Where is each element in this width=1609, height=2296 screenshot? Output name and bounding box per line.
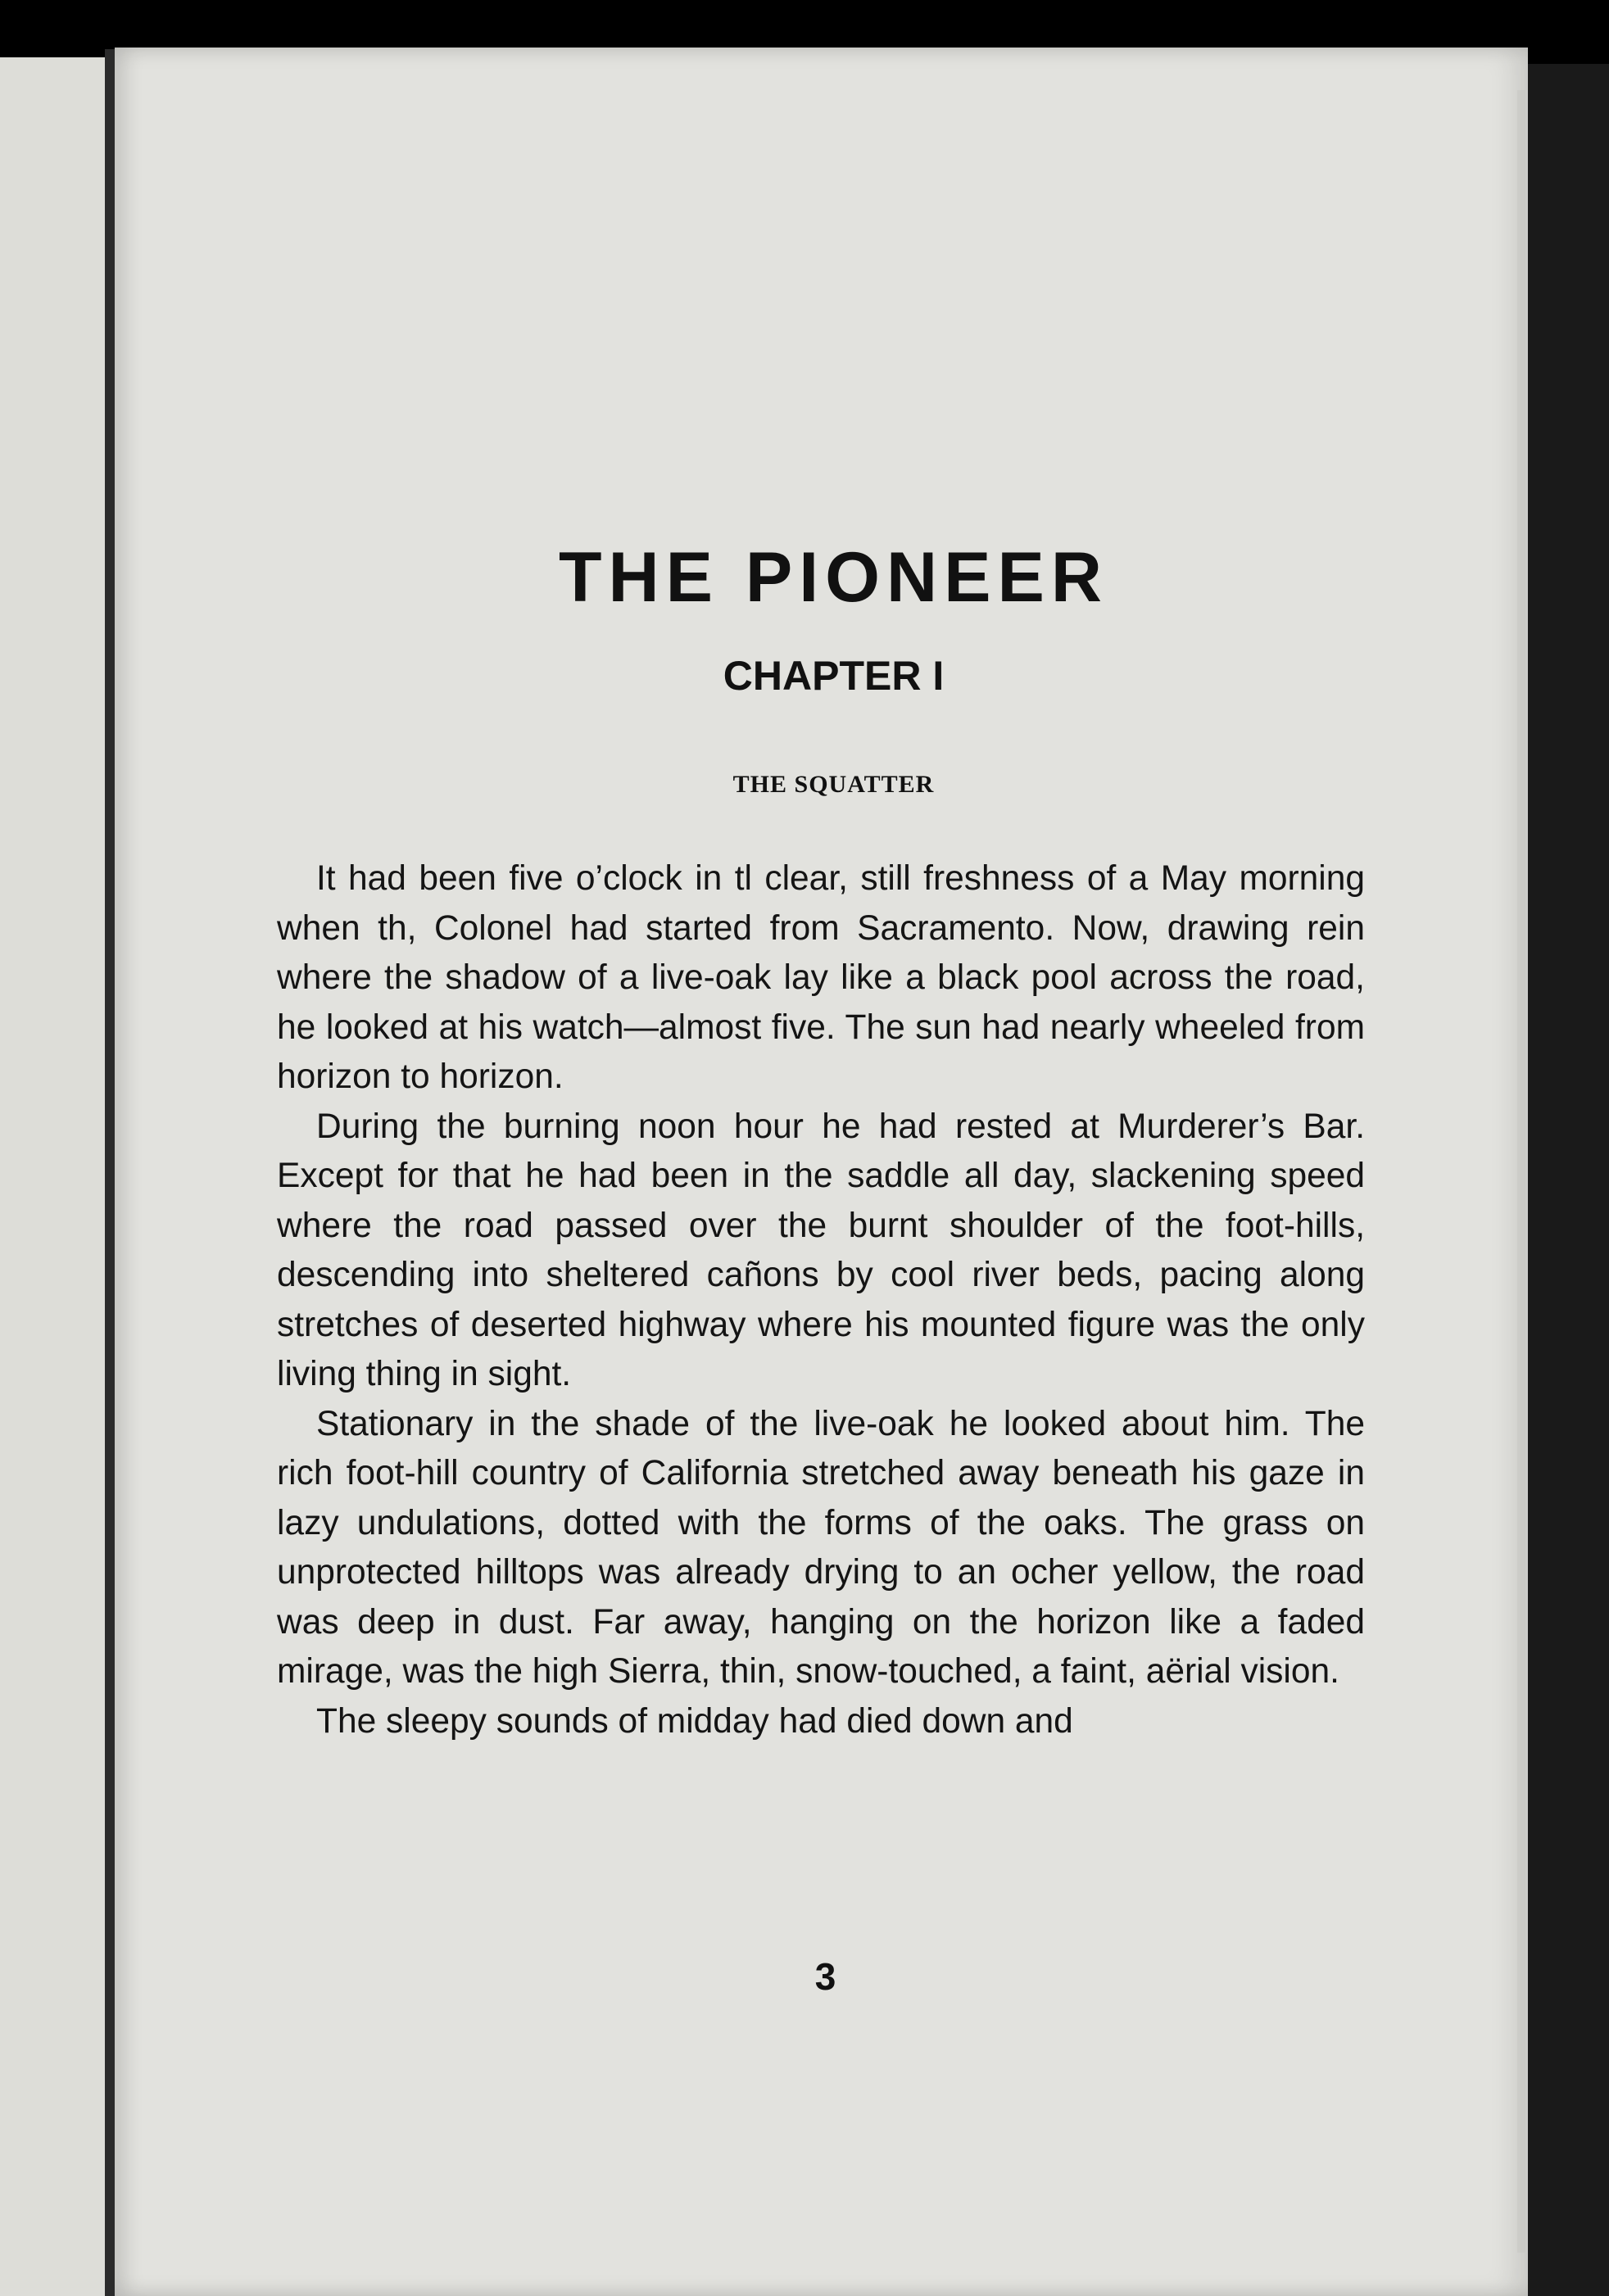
book-title: THE PIONEER bbox=[559, 538, 1108, 617]
page-edge-highlight bbox=[1517, 90, 1525, 2253]
paragraph: During the burning noon hour he had rested at Murderer’s Bar. Except for that he had been in the saddle all day, slackening speed where the road passed over the burnt shoulder of the foot-hills, descending into sheltered cañons by cool river beds, pacing along stretches of deserted highway where his mounted figure was the only living thing in sight. bbox=[277, 1107, 1365, 1393]
paragraph: The sleepy sounds of midday had died down and bbox=[316, 1701, 1073, 1741]
paragraph: It had been five o’clock in tl clear, still freshness of a May morning when th, Colonel had started from Sacramento. Now, drawing rein where the shadow of a live-oak lay like a black pool across the road, he looked at his watch—almost five. The sun had nearly wheeled from horizon to horizon. bbox=[277, 859, 1365, 1096]
page-outer-edge bbox=[1528, 64, 1609, 2296]
facing-page-edge bbox=[0, 57, 105, 2296]
page-number: 3 bbox=[814, 1955, 836, 1998]
paragraph: Stationary in the shade of the live-oak he looked about him. The rich foot-hill country of California stretched away beneath his gaze in lazy undulations, dotted with the forms of the oaks. The grass on unprotected hilltops was already drying to an ocher yellow, the road was deep in dust. Far away, hanging on the horizon like a faded mirage, was the high Sierra, thin, snow-touched, a faint, aërial vision. bbox=[277, 1404, 1365, 1691]
body-text bbox=[277, 854, 1365, 1746]
chapter-heading: CHAPTER I bbox=[723, 653, 945, 699]
book-page bbox=[115, 48, 1528, 2296]
book-gutter bbox=[105, 49, 115, 2296]
chapter-subtitle: THE SQUATTER bbox=[732, 771, 935, 798]
